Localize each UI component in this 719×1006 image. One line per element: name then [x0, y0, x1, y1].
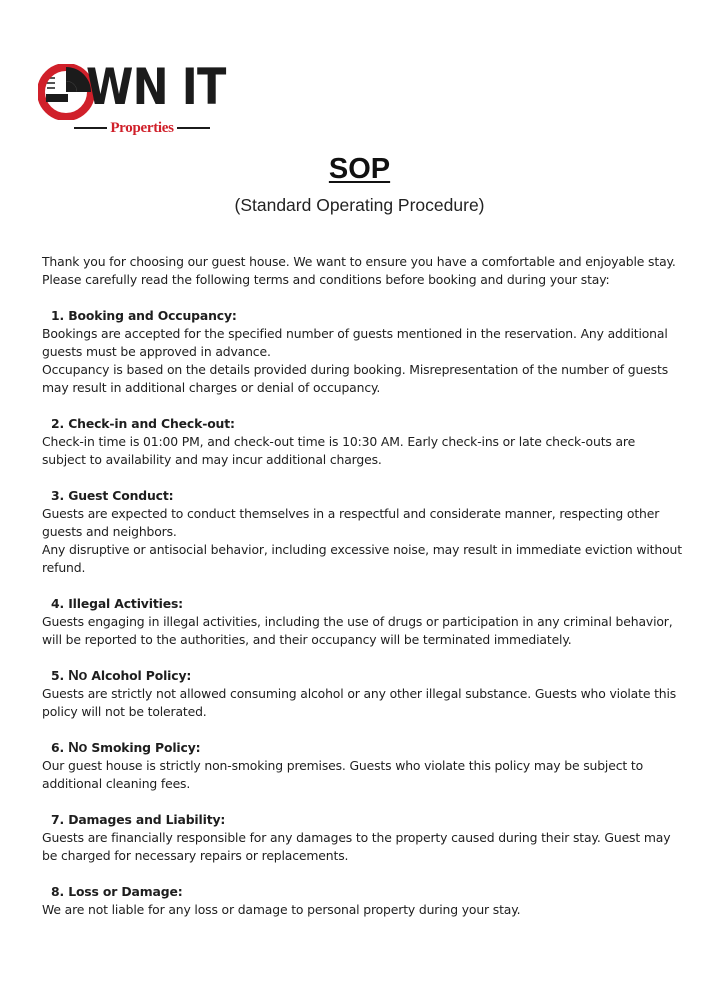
document-body	[42, 253, 682, 919]
section-paragraph: Guests are expected to conduct themselves in a respectful and considerate manner, respecting other guests and neighbors.	[42, 506, 660, 539]
section-paragraph: Guests engaging in illegal activities, including the use of drugs or participation in any criminal behavior, will be reported to the authorities, and their occupancy will be terminated immediately.	[42, 614, 673, 647]
section-heading	[42, 739, 682, 757]
document-title: SOP	[328, 153, 391, 185]
logo-subtitle-text: Properties	[110, 119, 174, 136]
section-paragraph: Check-in time is 01:00 PM, and check-out time is 10:30 AM. Early check-ins or late check-outs are subject to availability and may incur additional charges.	[42, 434, 636, 467]
section-paragraph: Occupancy is based on the details provided during booking. Misrepresentation of the number of guests may result in additional charges or denial of occupancy.	[42, 362, 668, 395]
section-number: 5.	[51, 668, 65, 683]
intro-paragraph: Thank you for choosing our guest house. We want to ensure you have a comfortable and enjoyable stay. Please carefully read the following terms and conditions before booking and during your stay:	[42, 254, 676, 287]
section-number: 8.	[51, 884, 65, 899]
section-heading-no: No	[68, 740, 88, 756]
section-heading-text: Damages and Liability:	[68, 812, 226, 827]
section-paragraph: Bookings are accepted for the specified number of guests mentioned in the reservation. Any additional guests must be approved in advance.	[42, 326, 668, 359]
section-number: 6.	[51, 740, 65, 755]
section-heading-text: Guest Conduct:	[68, 488, 174, 503]
section-paragraph: Any disruptive or antisocial behavior, including excessive noise, may result in immediate eviction without refund.	[42, 542, 682, 575]
section-paragraph: We are not liable for any loss or damage to personal property during your stay.	[42, 902, 521, 917]
section-heading-text: Loss or Damage:	[68, 884, 183, 899]
logo-subtitle	[74, 118, 210, 138]
section-paragraph: Guests are financially responsible for any damages to the property caused during their stay. Guest may be charged for necessary repairs or replacements.	[42, 830, 671, 863]
intro-block	[42, 253, 682, 289]
own-it-properties-logo	[40, 60, 230, 142]
section-guest-conduct	[42, 487, 682, 577]
logo-wordmark: WN IT	[86, 58, 226, 116]
section-heading	[42, 487, 682, 505]
section-damages-liability	[42, 811, 682, 865]
section-number: 2.	[51, 416, 65, 431]
section-heading	[42, 595, 682, 613]
section-alcohol-policy	[42, 667, 682, 721]
section-number: 3.	[51, 488, 65, 503]
section-booking-occupancy	[42, 307, 682, 397]
section-loss-damage	[42, 883, 682, 919]
section-heading-text: Check-in and Check-out:	[68, 416, 235, 431]
logo-rule-right	[177, 127, 210, 129]
section-heading-text: Alcohol Policy:	[91, 668, 192, 683]
section-paragraph: Guests are strictly not allowed consuming alcohol or any other illegal substance. Guests who violate this policy will not be tolerated.	[42, 686, 677, 719]
section-heading	[42, 415, 682, 433]
section-heading	[42, 811, 682, 829]
section-heading-text: Smoking Policy:	[91, 740, 201, 755]
section-number: 1.	[51, 308, 65, 323]
section-paragraph: Our guest house is strictly non-smoking premises. Guests who violate this policy may be subject to additional cleaning fees.	[42, 758, 643, 791]
section-number: 4.	[51, 596, 65, 611]
logo-rule-left	[74, 127, 107, 129]
section-heading-text: Illegal Activities:	[68, 596, 183, 611]
section-heading-no: No	[68, 668, 88, 684]
section-heading	[42, 883, 682, 901]
section-smoking-policy	[42, 739, 682, 793]
document-subtitle: (Standard Operating Procedure)	[234, 195, 485, 215]
section-heading	[42, 307, 682, 325]
section-number: 7.	[51, 812, 65, 827]
section-check-in-out	[42, 415, 682, 469]
section-heading-text: Booking and Occupancy:	[68, 308, 237, 323]
section-illegal-activities	[42, 595, 682, 649]
section-heading	[42, 667, 682, 685]
